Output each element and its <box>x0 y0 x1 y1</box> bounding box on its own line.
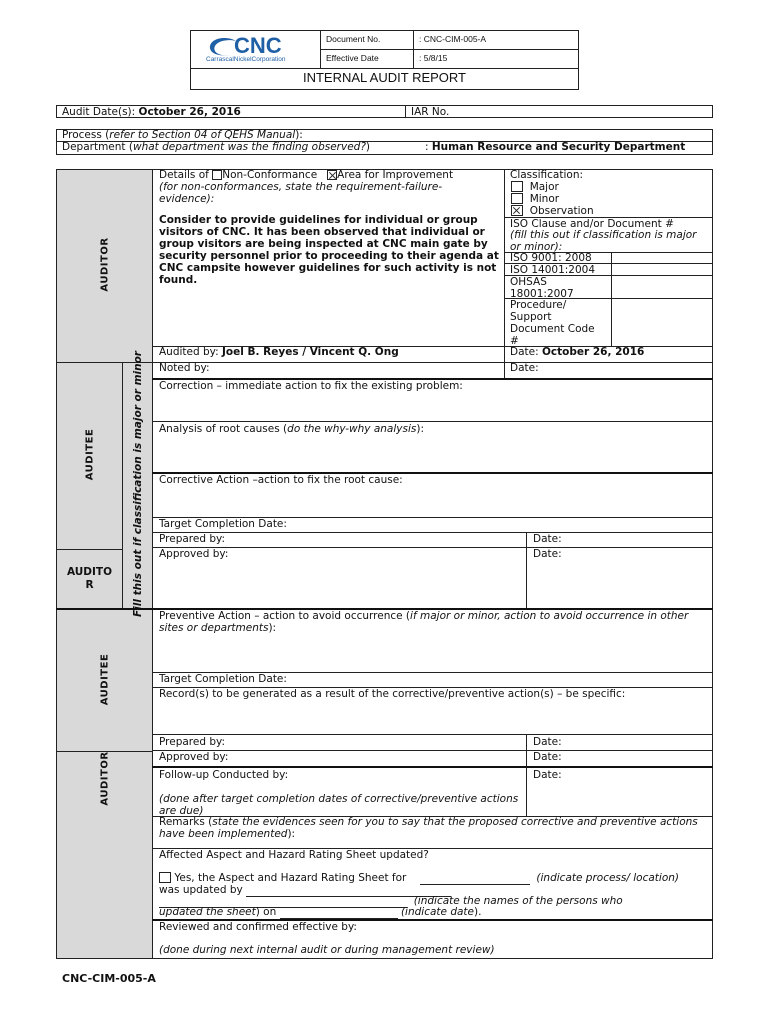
major-checkbox[interactable] <box>511 181 523 192</box>
updated-date-field[interactable] <box>280 906 398 919</box>
target-date-label: Target Completion Date: <box>159 518 287 530</box>
fill-note-label: Fill this out if classification is major or minor <box>132 351 144 617</box>
observation-checkbox[interactable] <box>511 205 523 216</box>
procedure-line1: Procedure/ <box>510 299 567 311</box>
audit-date-label: Audit Date(s): <box>62 106 136 118</box>
followup-hint: (done after target completion dates of corrective/preventive actions are due) <box>159 793 519 817</box>
logo-subtext: CarrascalNickelCorporation <box>206 56 286 63</box>
doc-no-label: Document No. <box>326 34 381 44</box>
noted-date-label: Date: <box>510 362 539 374</box>
footer-code: CNC-CIM-005-A <box>62 972 156 985</box>
auditor-r-line2: R <box>85 579 94 591</box>
process-hint: refer to Section 04 of QEHS Manual <box>109 129 296 141</box>
doc-no-value: : CNC-CIM-005-A <box>419 34 487 44</box>
process-label: Process ( <box>62 129 110 141</box>
preventive-approved-by: Approved by: <box>159 751 229 763</box>
ohsas-line2: 18001:2007 <box>510 288 574 300</box>
preventive-label: Preventive Action – action to avoid occurrence ( <box>159 610 411 622</box>
noted-by-label: Noted by: <box>159 362 210 374</box>
followup-label: Follow-up Conducted by: <box>159 769 289 781</box>
prepared-date-label: Date: <box>533 533 562 545</box>
nonconformance-checkbox[interactable] <box>212 170 222 180</box>
main-form <box>56 169 713 959</box>
audited-by-label: Audited by: <box>159 346 219 358</box>
observation-label: Observation <box>529 205 594 217</box>
approved-date-label: Date: <box>533 548 562 560</box>
indicate-process-hint: (indicate process/ location) <box>536 872 680 884</box>
affected-aspect-label: Affected Aspect and Hazard Rating Sheet updated? <box>159 849 429 861</box>
correction-label: Correction – immediate action to fix the existing problem: <box>159 380 463 392</box>
auditor-followup-label: AUDITOR <box>99 751 111 806</box>
finding-text: Consider to provide guidelines for individual or group visitors of CNC. It has been observed that individual or group visitors are being inspected at CNC main gate by security personnel prior to proceeding to their agenda at CNC campsite however guidelines for such activity is not found. <box>159 214 499 286</box>
on-label: on <box>263 906 277 918</box>
preventive-prepared-date: Date: <box>533 736 562 748</box>
area-improvement-label: Area for Improvement <box>337 169 454 181</box>
procedure-line2: Support <box>510 311 552 323</box>
prepared-by-label: Prepared by: <box>159 533 225 545</box>
corrective-action-label: Corrective Action –action to fix the root cause: <box>159 474 403 486</box>
updated-by-label: was updated by <box>159 884 243 896</box>
auditor-r-label <box>57 566 122 592</box>
iso14001-label: ISO 14001:2004 <box>510 264 596 276</box>
followup-date-label: Date: <box>533 769 562 781</box>
auditee-preventive-label: AUDITEE <box>99 653 111 706</box>
procedure-line4: # <box>510 335 519 347</box>
auditee-label: AUDITEE <box>84 428 96 481</box>
area-improvement-checkbox[interactable] <box>327 170 337 180</box>
process-label-end: ): <box>295 129 303 141</box>
company-logo <box>198 33 316 65</box>
department-label: Department ( <box>62 141 133 153</box>
iso-clause-hint: (fill this out if classification is major or minor): <box>510 229 697 253</box>
approved-by-label: Approved by: <box>159 548 229 560</box>
root-cause-hint: do the why-why analysis <box>287 423 417 435</box>
logo-text: CNC <box>234 33 282 58</box>
iso9001-label: ISO 9001: 2008 <box>510 252 592 264</box>
remarks-end: ): <box>287 828 296 840</box>
major-label: Major <box>529 181 559 193</box>
details-hint: (for non-conformances, state the requirement-failure-evidence): <box>159 181 443 205</box>
iso-clause-label: ISO Clause and/or Document # <box>510 218 674 230</box>
root-cause-end: ): <box>416 423 424 435</box>
root-cause-label: Analysis of root causes ( <box>159 423 288 435</box>
procedure-line3: Document Code <box>510 323 595 335</box>
records-label: Record(s) to be generated as a result of the corrective/preventive action(s) – be specific: <box>159 688 626 700</box>
preventive-prepared-by: Prepared by: <box>159 736 225 748</box>
reviewed-hint: (done during next internal audit or during management review) <box>159 944 495 956</box>
effective-date-label: Effective Date <box>326 53 379 63</box>
department-value: Human Resource and Security Department <box>431 141 686 153</box>
audited-by-value: Joel B. Reyes / Vincent Q. Ong <box>222 346 399 358</box>
details-label: Details of <box>159 169 209 181</box>
preventive-hint: if major or minor, action to avoid occurrence in other sites or departments <box>159 610 689 634</box>
audited-date-label: Date: <box>510 346 539 358</box>
report-title: INTERNAL AUDIT REPORT <box>302 70 466 85</box>
preventive-approved-date: Date: <box>533 751 562 763</box>
audited-date-value: October 26, 2016 <box>541 346 645 358</box>
auditor-label: AUDITOR <box>99 237 111 292</box>
minor-label: Minor <box>529 193 560 205</box>
auditor-r-line1: AUDITO <box>66 566 113 578</box>
indicate-date-hint: (indicate date <box>400 906 475 918</box>
reviewed-label: Reviewed and confirmed effective by: <box>159 921 357 933</box>
department-hint: what department was the finding observed? <box>132 141 366 153</box>
department-label-end: ) <box>365 141 371 153</box>
preventive-end: ): <box>268 622 277 634</box>
effective-date-value: : 5/8/15 <box>419 53 448 63</box>
department-colon: : <box>425 141 432 153</box>
aspect-yes-text: Yes, the Aspect and Hazard Rating Sheet for <box>174 872 407 884</box>
minor-checkbox[interactable] <box>511 193 523 204</box>
ohsas-line1: OHSAS <box>510 276 547 288</box>
preventive-target-date: Target Completion Date: <box>159 673 287 685</box>
classification-label: Classification: <box>510 169 584 181</box>
audit-date-value: October 26, 2016 <box>138 106 241 118</box>
nonconformance-label: Non-Conformance <box>222 169 318 181</box>
remarks-hint: state the evidences seen for you to say that the proposed corrective and preventive actions have been implemented <box>159 816 698 840</box>
updated-sheet-hint: updated the sheet <box>159 906 256 918</box>
iar-no-label: IAR No. <box>411 106 450 118</box>
indicate-date-end: ). <box>474 906 482 918</box>
aspect-yes-checkbox[interactable] <box>159 872 171 883</box>
indicate-names-hint: (indicate the names of the persons who <box>413 895 623 907</box>
remarks-label: Remarks ( <box>159 816 213 828</box>
